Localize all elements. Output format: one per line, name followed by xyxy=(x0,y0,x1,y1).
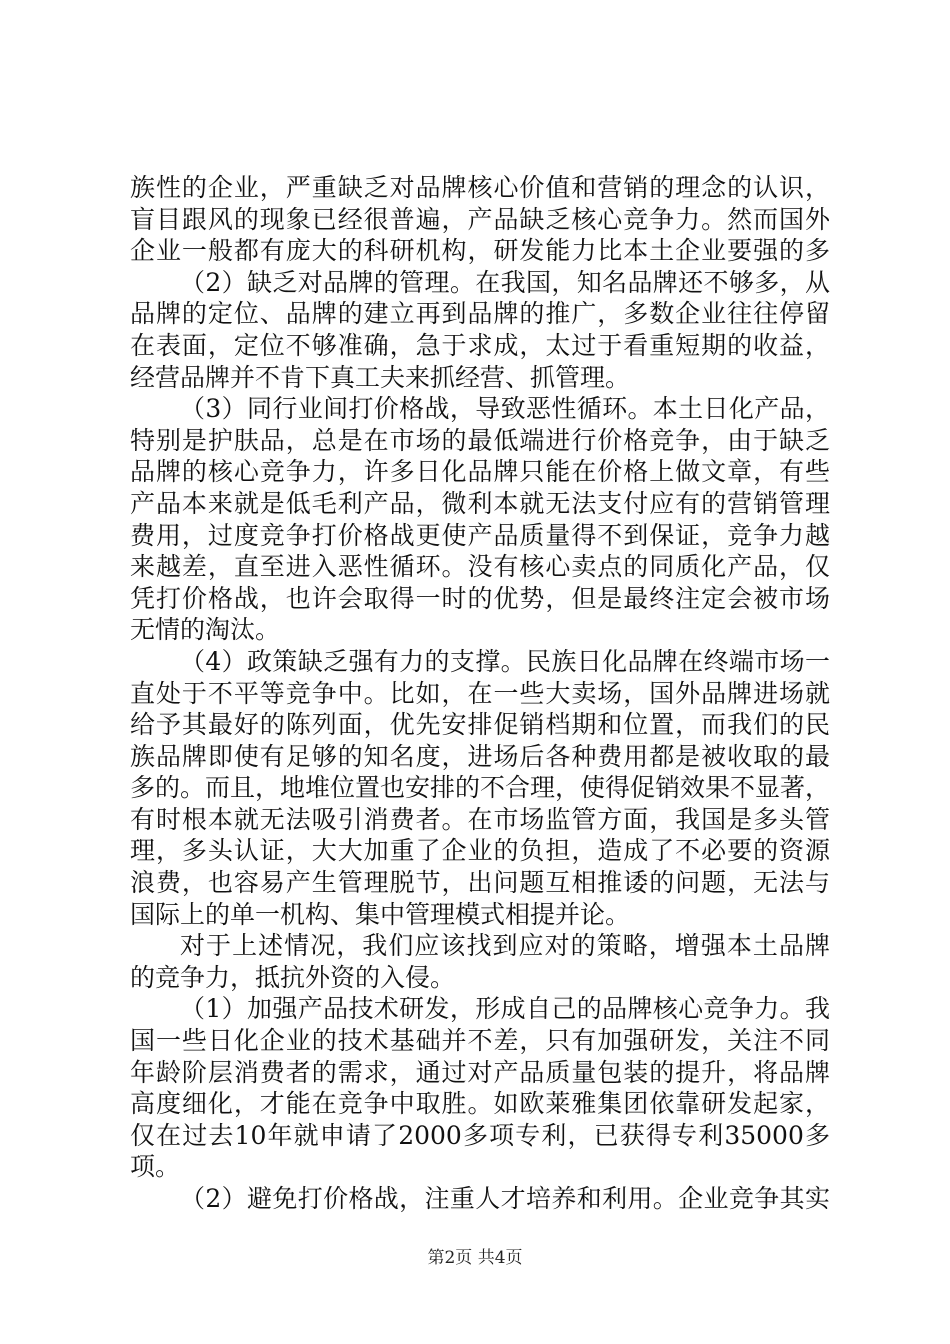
text-line: （2）避免打价格战，注重人才培养和利用。企业竞争其实 xyxy=(180,1184,830,1213)
text-line: 直处于不平等竞争中。比如，在一些大卖场，国外品牌进场就 xyxy=(130,678,830,708)
text-line: 浪费，也容易产生管理脱节，出问题互相推诿的问题，无法与 xyxy=(130,868,830,898)
body-text xyxy=(130,172,830,1215)
text-line: 品牌的核心竞争力，许多日化品牌只能在价格上做文章，有些 xyxy=(130,457,830,487)
text-line: （2）缺乏对品牌的管理。在我国，知名品牌还不够多，从 xyxy=(180,267,830,297)
text-line: 的竞争力，抵抗外资的入侵。 xyxy=(130,962,456,992)
text-line: 有时根本就无法吸引消费者。在市场监管方面，我国是多头管 xyxy=(130,804,830,834)
text-line: 理，多头认证，大大加重了企业的负担，造成了不必要的资源 xyxy=(130,836,830,866)
text-line: 产品本来就是低毛利产品，微利本就无法支付应有的营销管理 xyxy=(130,488,830,518)
text-line: 盲目跟风的现象已经很普遍，产品缺乏核心竞争力。然而国外 xyxy=(130,204,830,234)
text-line: 多的。而且，地堆位置也安排的不合理，使得促销效果不显著， xyxy=(130,773,830,803)
text-line: 费用，过度竞争打价格战更使产品质量得不到保证，竞争力越 xyxy=(130,520,830,550)
text-line: 对于上述情况，我们应该找到应对的策略，增强本土品牌 xyxy=(180,931,830,961)
text-line: 企业一般都有庞大的科研机构，研发能力比本土企业要强的多 xyxy=(130,236,830,266)
text-line: 仅在过去10年就申请了2000多项专利，已获得专利35000多 xyxy=(130,1120,830,1150)
text-line: 项。 xyxy=(130,1152,181,1182)
text-line: （4）政策缺乏强有力的支撑。民族日化品牌在终端市场一 xyxy=(180,646,830,676)
text-line: 族品牌即使有足够的知名度，进场后各种费用都是被收取的最 xyxy=(130,741,830,771)
text-line: 品牌的定位、品牌的建立再到品牌的推广，多数企业往往停留 xyxy=(130,299,830,329)
page-footer: 第2页 共4页 xyxy=(427,1248,523,1268)
text-line: （3）同行业间打价格战，导致恶性循环。本土日化产品， xyxy=(180,394,830,424)
text-line: 高度细化，才能在竞争中取胜。如欧莱雅集团依靠研发起家， xyxy=(130,1089,830,1119)
text-line: 来越差，直至进入恶性循环。没有核心卖点的同质化产品，仅 xyxy=(130,552,830,582)
text-line: 国际上的单一机构、集中管理模式相提并论。 xyxy=(130,899,631,929)
text-line: 国一些日化企业的技术基础并不差，只有加强研发，关注不同 xyxy=(130,1026,830,1056)
text-line: （1）加强产品技术研发，形成自己的品牌核心竞争力。我 xyxy=(180,994,830,1024)
text-line: 经营品牌并不肯下真工夫来抓经营、抓管理。 xyxy=(130,362,631,392)
text-line: 年龄阶层消费者的需求，通过对产品质量包装的提升，将品牌 xyxy=(130,1057,830,1087)
text-line: 给予其最好的陈列面，优先安排促销档期和位置，而我们的民 xyxy=(130,710,830,740)
text-line: 特别是护肤品，总是在市场的最低端进行价格竞争，由于缺乏 xyxy=(130,425,830,455)
text-line: 族性的企业，严重缺乏对品牌核心价值和营销的理念的认识， xyxy=(130,173,830,202)
text-line: 无情的淘汰。 xyxy=(130,615,281,645)
text-line: 在表面，定位不够准确，急于求成，太过于看重短期的收益， xyxy=(130,330,830,360)
text-line: 凭打价格战，也许会取得一时的优势，但是最终注定会被市场 xyxy=(130,583,830,613)
